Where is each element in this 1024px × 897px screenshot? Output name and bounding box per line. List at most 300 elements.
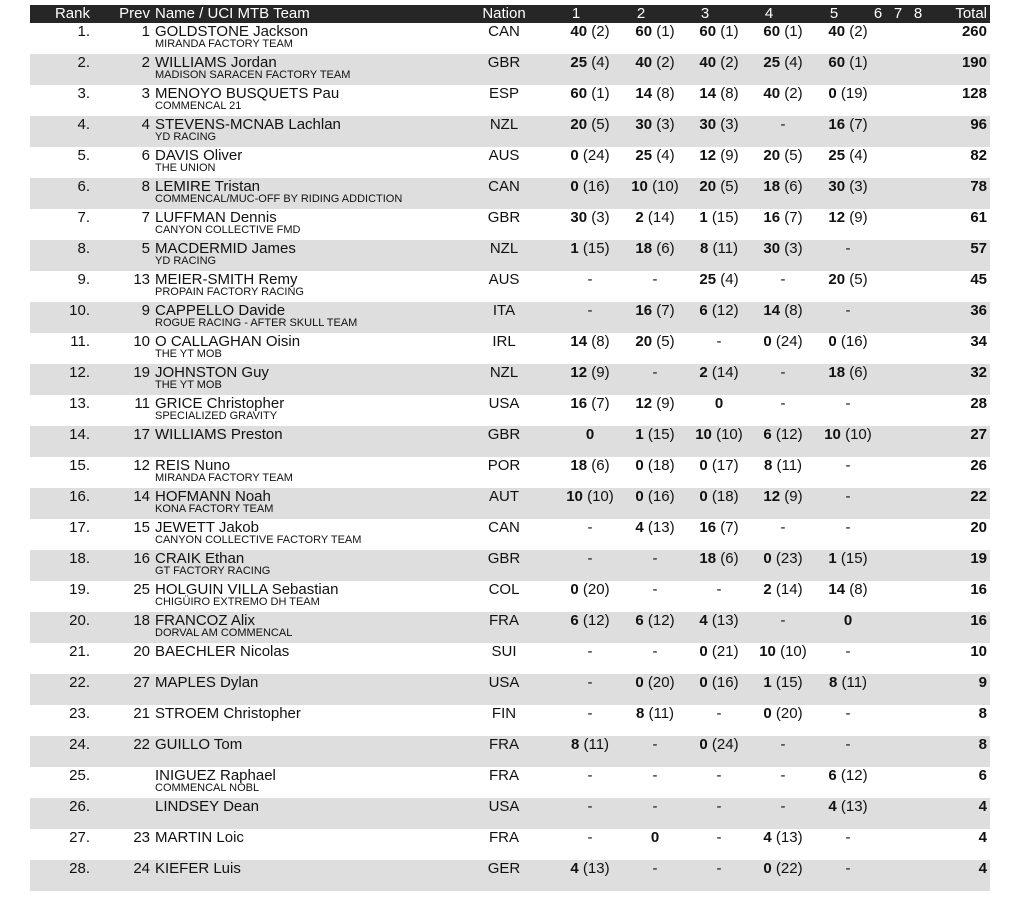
round-4-points: - [780,116,786,133]
round-4-points: 14 [763,302,781,319]
round-5-position: (5) [849,271,868,288]
round-1-position: (7) [591,395,610,412]
table-row [30,178,990,209]
round-2-position: (10) [652,178,679,195]
nation-cell: AUS [488,271,520,288]
round-3-position: (6) [720,550,739,567]
round-5-position: (4) [849,147,868,164]
prev-rank-cell: 2 [141,54,150,71]
nation-cell: NZL [489,240,519,257]
round-2-position: (5) [656,333,675,350]
team-name: CANYON COLLECTIVE FMD [155,224,301,236]
round-3-points: - [716,829,722,846]
rider-name: GOLDSTONE Jackson [155,23,309,40]
table-row [30,674,990,705]
total-points: 26 [970,457,987,474]
header-round-2: 2 [636,5,646,22]
round-1-position: (11) [583,736,610,753]
round-4-points: 4 [763,829,772,846]
prev-rank-cell: 23 [133,829,150,846]
round-3-points: 30 [699,116,717,133]
table-row [30,240,990,271]
table-row [30,364,990,395]
round-4-points: - [780,364,786,381]
prev-rank-cell: 14 [133,488,150,505]
round-2-points: 18 [635,240,653,257]
round-1-position: (9) [591,364,610,381]
nation-cell: GBR [487,426,521,443]
round-3-position: (17) [711,457,739,474]
nation-cell: SUI [491,643,517,660]
round-1-position: (1) [591,85,610,102]
total-points: 96 [970,116,987,133]
table-row [30,54,990,85]
header-round-5: 5 [829,5,839,22]
round-5-points: 40 [828,23,846,40]
round-2-position: (2) [656,54,675,71]
round-3-points: 0 [699,736,708,753]
prev-rank-cell: 3 [141,85,150,102]
rank-cell: 9. [77,271,90,288]
round-2-points: - [652,736,658,753]
round-3-points: 18 [699,550,717,567]
round-1-position: (4) [591,54,610,71]
round-4-position: (24) [775,333,803,350]
rank-cell: 4. [77,116,90,133]
rank-cell: 12. [69,364,90,381]
team-name: THE UNION [155,162,216,174]
round-5-points: 10 [824,426,841,443]
round-3-position: (2) [720,54,739,71]
total-points: 27 [970,426,987,443]
round-3-position: (12) [711,302,739,319]
round-1-points: 14 [570,333,588,350]
round-1-points: - [587,643,593,660]
team-name: THE YT MOB [155,348,222,360]
total-points: 4 [978,829,987,846]
table-row [30,271,990,302]
round-3-points: 0 [699,488,708,505]
round-1-points: - [587,798,593,815]
prev-rank-cell: 17 [133,426,150,443]
table-row [30,581,990,612]
round-4-points: 25 [763,54,781,71]
round-3-position: (13) [711,612,739,629]
round-2-points: 40 [635,54,653,71]
round-5-points: - [845,736,851,753]
round-4-points: 2 [763,581,772,598]
round-5-points: 8 [828,674,838,691]
round-3-points: 1 [699,209,708,226]
round-5-position: (2) [849,23,868,40]
rider-name: LEMIRE Tristan [155,178,261,195]
round-5-cell [803,550,893,568]
round-4-points: - [780,767,786,784]
round-3-points: 8 [699,240,709,257]
round-5-points: 14 [828,581,846,598]
nation-cell: CAN [488,23,520,40]
nation-cell: IRL [492,333,516,350]
rider-name: WILLIAMS Preston [155,426,283,443]
team-name: MIRANDA FACTORY TEAM [155,472,293,484]
round-4-points: - [780,271,786,288]
round-3-points: 12 [699,147,717,164]
rider-name: GRICE Christopher [155,395,285,412]
nation-cell: USA [488,798,520,815]
total-points: 34 [970,333,987,350]
header-round-8: 8 [913,5,923,22]
nation-cell: GER [487,860,521,877]
round-1-points: 25 [570,54,588,71]
nation-cell: USA [488,395,520,412]
rank-cell: 19. [69,581,90,598]
round-3-points: 40 [699,54,717,71]
round-2-points: - [652,550,658,567]
round-4-points: 16 [763,209,781,226]
round-5-points: 4 [828,798,837,815]
round-1-points: 1 [570,240,579,257]
round-5-cell [803,426,893,444]
table-row [30,829,990,860]
round-1-position: (20) [582,581,610,598]
total-points: 16 [970,581,987,598]
round-5-cell [803,767,893,785]
round-2-points: - [652,643,658,660]
rider-name: MEIER-SMITH Remy [155,271,298,288]
rider-name: GUILLO Tom [155,736,243,753]
rider-name: CAPPELLO Davide [155,302,286,319]
round-2-points: 4 [635,519,644,536]
rider-name: MAPLES Dylan [155,674,259,691]
round-5-points: 30 [828,178,846,195]
round-5-points: 16 [828,116,846,133]
table-row [30,457,990,488]
round-5-cell [803,271,893,289]
rider-name: HOFMANN Noah [155,488,271,505]
round-5-points: - [845,643,851,660]
rider-name: INIGUEZ Raphael [155,767,276,784]
round-1-points: 18 [570,457,588,474]
round-5-points: - [845,829,851,846]
round-3-points: 4 [699,612,708,629]
header-round-7: 7 [893,5,903,22]
round-2-position: (15) [647,426,675,443]
round-1-position: (24) [582,147,610,164]
round-4-position: (5) [784,147,803,164]
round-1-position: (13) [582,860,610,877]
round-3-points: 2 [699,364,708,381]
rank-cell: 2. [77,54,90,71]
round-1-points: 16 [570,395,588,412]
nation-cell: FRA [489,736,519,753]
round-5-points: - [845,240,851,257]
prev-rank-cell: 13 [133,271,150,288]
round-5-position: (10) [845,426,872,443]
round-5-points: 0 [828,85,837,102]
round-5-position: (15) [840,550,868,567]
round-1-points: - [587,705,593,722]
round-1-position: (2) [591,23,610,40]
round-4-points: 0 [763,550,772,567]
round-4-points: 6 [763,426,772,443]
prev-rank-cell: 25 [133,581,150,598]
round-4-points: 40 [763,85,781,102]
round-1-points: 10 [566,488,583,505]
table-row [30,860,990,891]
round-4-points: 18 [763,178,781,195]
round-5-cell [803,736,893,754]
round-4-points: 60 [763,23,781,40]
round-4-position: (22) [775,860,803,877]
round-5-position: (6) [849,364,868,381]
nation-cell: CAN [488,178,520,195]
round-4-position: (8) [784,302,803,319]
rider-name: DAVIS Oliver [155,147,243,164]
round-1-points: 30 [570,209,588,226]
team-name: YD RACING [155,255,217,267]
round-3-points: - [716,581,722,598]
rank-cell: 24. [69,736,90,753]
round-2-points: 25 [635,147,653,164]
round-1-points: 12 [570,364,588,381]
team-name: PROPAIN FACTORY RACING [155,286,304,298]
table-row [30,333,990,364]
rank-cell: 18. [69,550,90,567]
team-name: CANYON COLLECTIVE FACTORY TEAM [155,534,362,546]
team-name: DORVAL AM COMMENCAL [155,627,293,639]
round-1-points: 0 [570,581,579,598]
rank-cell: 17. [69,519,90,536]
round-4-points: 20 [763,147,781,164]
round-3-points: 6 [699,302,708,319]
round-5-cell [803,333,893,351]
team-name: ROGUE RACING - AFTER SKULL TEAM [155,317,358,329]
round-4-position: (20) [775,705,803,722]
round-5-cell [803,23,893,41]
rider-name: BAECHLER Nicolas [155,643,290,660]
round-1-position: (5) [591,116,610,133]
table-row [30,147,990,178]
round-2-points: - [652,271,658,288]
round-4-position: (3) [784,240,803,257]
round-1-position: (16) [582,178,610,195]
total-points: 10 [970,643,987,660]
table-row [30,767,990,798]
round-5-points: - [845,519,851,536]
round-2-points: 8 [635,705,645,722]
rider-name: LUFFMAN Dennis [155,209,277,226]
team-name: SPECIALIZED GRAVITY [155,410,278,422]
total-points: 4 [978,798,987,815]
prev-rank-cell: 24 [133,860,150,877]
round-4-points: 12 [763,488,781,505]
total-points: 16 [970,612,987,629]
table-row [30,23,990,54]
round-5-cell [803,364,893,382]
rider-name: WILLIAMS Jordan [155,54,277,71]
header-nation: Nation [482,5,526,22]
round-5-cell [803,860,893,878]
table-row [30,302,990,333]
rank-cell: 6. [77,178,90,195]
round-5-cell [803,457,893,475]
round-1-position: (6) [591,457,610,474]
round-5-points: - [845,395,851,412]
round-2-points: 6 [635,612,644,629]
total-points: 4 [978,860,987,877]
round-3-points: 10 [695,426,712,443]
round-5-points: 1 [828,550,837,567]
round-2-points: - [652,860,658,877]
round-5-points: - [845,488,851,505]
prev-rank-cell: 7 [141,209,150,226]
rank-cell: 16. [69,488,90,505]
round-1-points: 0 [570,178,579,195]
round-2-points: 16 [635,302,653,319]
round-2-points: 2 [635,209,644,226]
rank-cell: 22. [69,674,90,691]
round-4-points: 1 [763,674,772,691]
team-name: CHIGÜIRO EXTREMO DH TEAM [155,596,320,608]
round-4-position: (7) [784,209,803,226]
table-row [30,798,990,829]
nation-cell: FRA [489,767,519,784]
team-name: MIRANDA FACTORY TEAM [155,38,293,50]
prev-rank-cell: 4 [141,116,150,133]
round-1-points: 4 [570,860,579,877]
round-5-points: 6 [828,767,837,784]
nation-cell: FIN [491,705,517,722]
round-3-points: - [716,767,722,784]
total-points: 36 [970,302,987,319]
round-3-points: 0 [699,674,708,691]
round-3-position: (11) [712,240,739,257]
nation-cell: CAN [488,519,520,536]
round-4-points: - [780,519,786,536]
rider-name: JEWETT Jakob [155,519,259,536]
round-3-points: - [716,705,722,722]
nation-cell: AUS [488,147,520,164]
round-5-cell [803,674,893,692]
round-3-position: (16) [711,674,739,691]
nation-cell: AUT [489,488,519,505]
round-1-points: 0 [570,147,579,164]
nation-cell: ITA [492,302,516,319]
round-4-position: (9) [784,488,803,505]
round-3-position: (7) [720,519,739,536]
rank-cell: 5. [77,147,90,164]
round-4-position: (11) [776,457,803,474]
rank-cell: 15. [69,457,90,474]
round-4-position: (12) [775,426,803,443]
table-row [30,395,990,426]
round-1-points: - [587,767,593,784]
table-row [30,519,990,550]
prev-rank-cell: 1 [141,23,150,40]
round-5-position: (16) [840,333,868,350]
nation-cell: NZL [489,364,519,381]
round-5-points: - [845,302,851,319]
round-5-points: - [845,705,851,722]
round-4-position: (1) [784,23,803,40]
round-4-position: (13) [775,829,803,846]
round-2-points: - [652,798,658,815]
total-points: 45 [970,271,987,288]
prev-rank-cell: 19 [133,364,150,381]
round-5-position: (19) [840,85,868,102]
round-2-position: (3) [656,116,675,133]
round-5-position: (1) [849,54,868,71]
round-4-position: (6) [784,178,803,195]
round-3-points: 20 [699,178,717,195]
round-3-points: 14 [699,85,717,102]
rider-name: REIS Nuno [155,457,231,474]
header-rank: Rank [54,5,90,22]
round-1-points: - [587,829,593,846]
round-5-position: (7) [849,116,868,133]
rider-name: MARTIN Loic [155,829,244,846]
round-3-points: 16 [699,519,717,536]
table-row [30,426,990,457]
round-5-cell [803,395,893,413]
round-5-points: 25 [828,147,846,164]
round-3-position: (18) [711,488,739,505]
round-2-points: 30 [635,116,653,133]
round-1-points: - [587,519,593,536]
rank-cell: 14. [69,426,90,443]
round-2-points: 20 [635,333,653,350]
round-5-cell [803,798,893,816]
header-prev: Prev [119,5,150,22]
round-2-position: (8) [656,85,675,102]
round-5-cell [803,240,893,258]
prev-rank-cell: 16 [133,550,150,567]
round-4-position: (15) [775,674,803,691]
header-name: Name / UCI MTB Team [155,5,310,22]
round-3-points: 0 [699,643,708,660]
nation-cell: GBR [487,550,521,567]
total-points: 61 [970,209,987,226]
team-name: GT FACTORY RACING [155,565,271,577]
total-points: 9 [978,674,987,691]
rank-cell: 7. [77,209,90,226]
rank-cell: 27. [69,829,90,846]
round-5-cell [803,829,893,847]
round-5-position: (8) [849,581,868,598]
nation-cell: FRA [489,829,519,846]
rank-cell: 8. [77,240,90,257]
round-3-position: (24) [711,736,739,753]
total-points: 57 [970,240,987,257]
round-5-points: 18 [828,364,846,381]
team-name: THE YT MOB [155,379,222,391]
rank-cell: 1. [77,23,90,40]
rank-cell: 11. [70,333,90,350]
prev-rank-cell: 20 [133,643,150,660]
round-1-points: 8 [570,736,580,753]
total-points: 19 [970,550,987,567]
total-points: 22 [970,488,987,505]
total-points: 32 [970,364,987,381]
round-2-position: (16) [647,488,675,505]
total-points: 128 [961,85,987,102]
round-1-points: - [587,550,593,567]
nation-cell: FRA [489,612,519,629]
rider-name: KIEFER Luis [155,860,241,877]
round-2-points: 12 [635,395,653,412]
round-3-position: (3) [720,116,739,133]
round-2-points: - [652,364,658,381]
